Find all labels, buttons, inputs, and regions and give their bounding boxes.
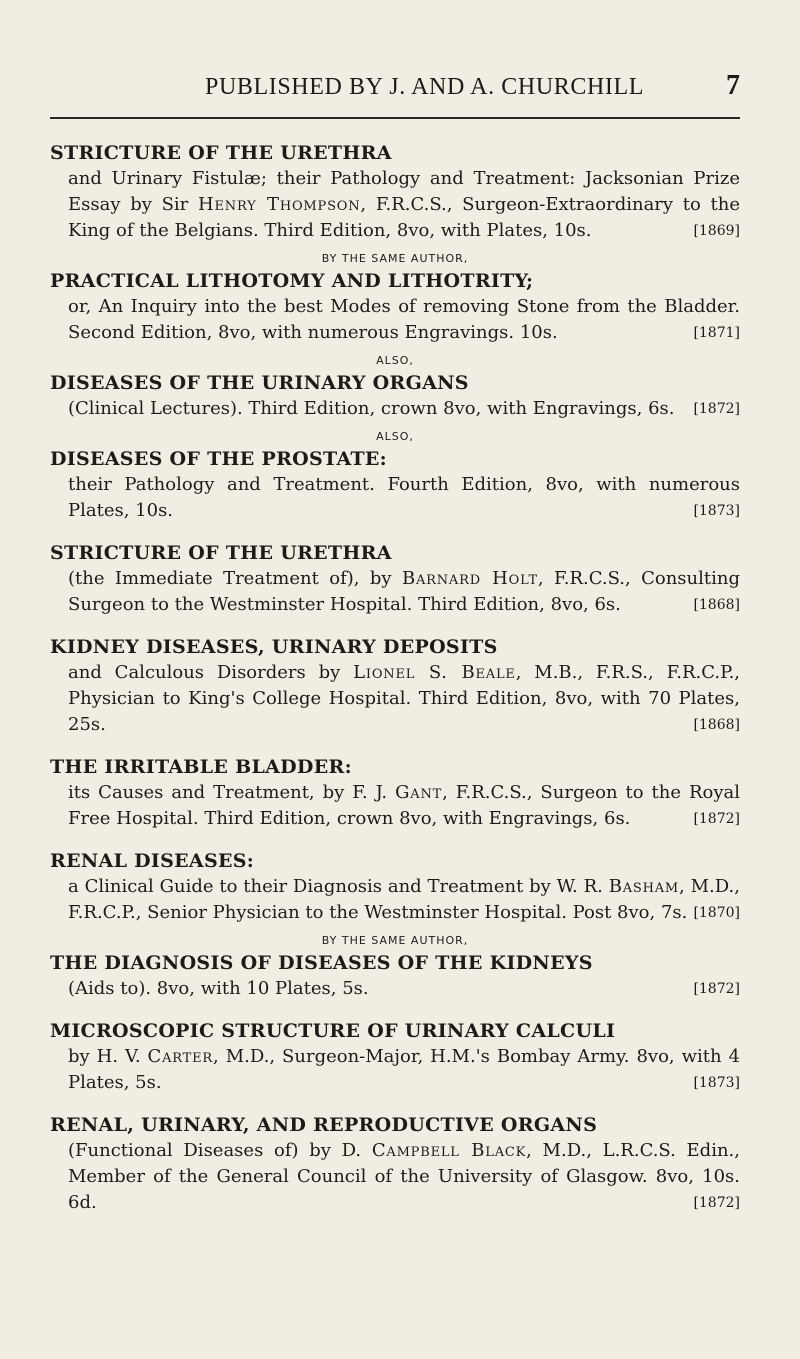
- entry-description: [50, 660, 740, 738]
- entry-title: RENAL DISEASES:: [50, 850, 255, 872]
- publication-year: [1872]: [693, 811, 740, 827]
- catalogue-entry: [50, 352, 740, 422]
- entry-title: THE IRRITABLE BLADDER:: [50, 756, 352, 778]
- catalogue-entry: [50, 540, 740, 618]
- running-title: PUBLISHED BY J. AND A. CHURCHILL: [205, 74, 645, 100]
- catalogue-list: [50, 140, 740, 1216]
- publication-year: [1868]: [693, 717, 740, 733]
- page-number: 7: [726, 70, 740, 101]
- same-author-note: ALSO,: [376, 354, 414, 367]
- description-text: (the Immediate Treatment of), by: [68, 568, 402, 589]
- description-text: , M.D., Surgeon-Major, H.M.'s Bombay Army. 8vo, with 4 Plates, 5s.: [68, 1046, 740, 1093]
- description-text: , M.B., F.R.S., F.R.C.P., Physician to King's College Hospital. Third Edition, 8vo, with 70 Plates, 25s.: [68, 662, 741, 735]
- entry-description: [50, 294, 740, 346]
- description-text: or, An Inquiry into the best Modes of removing Stone from the Bladder. Second Edition, 8vo, with numerous Engravings. 10s.: [68, 296, 740, 343]
- catalogue-entry: [50, 250, 740, 346]
- header-rule: [50, 117, 740, 119]
- description-text: (Clinical Lectures). Third Edition, crown 8vo, with Engravings, 6s.: [68, 398, 675, 419]
- entry-title: PRACTICAL LITHOTOMY AND LITHOTRITY;: [50, 270, 534, 292]
- same-author-note: BY THE SAME AUTHOR,: [321, 252, 469, 265]
- catalogue-entry: [50, 140, 740, 244]
- publication-year: [1870]: [693, 905, 740, 921]
- description-text: , F.R.C.S., Consulting Surgeon to the Westminster Hospital. Third Edition, 8vo, 6s.: [68, 568, 740, 615]
- running-head: [40, 70, 740, 114]
- description-text: its Causes and Treatment, by F. J.: [68, 782, 396, 803]
- catalogue-entry: [50, 634, 740, 738]
- description-text: , M.D., L.R.C.S. Edin., Member of the General Council of the University of Glasgow. 8vo, 10s. 6d.: [68, 1140, 740, 1213]
- entry-title: DISEASES OF THE URINARY ORGANS: [50, 372, 469, 394]
- entry-description: [50, 566, 740, 618]
- publication-year: [1873]: [693, 503, 740, 519]
- description-text: and Urinary Fistulæ; their Pathology and Treatment: Jacksonian Prize Essay by Sir: [68, 168, 740, 215]
- same-author-note: ALSO,: [376, 430, 414, 443]
- description-text: and Calculous Disorders by: [68, 662, 354, 683]
- entry-description: [50, 472, 740, 524]
- entry-description: [50, 780, 740, 832]
- catalogue-entry: [50, 932, 740, 1002]
- description-text: their Pathology and Treatment. Fourth Edition, 8vo, with numerous Plates, 10s.: [68, 474, 740, 521]
- description-text: (Functional Diseases of) by D.: [68, 1140, 372, 1161]
- catalogue-entry: [50, 1112, 740, 1216]
- author-name: Henry Thompson: [197, 194, 361, 215]
- author-name: Gant: [395, 782, 443, 803]
- publication-year: [1868]: [693, 597, 740, 613]
- catalogue-entry: [50, 1018, 740, 1096]
- publication-year: [1871]: [693, 325, 740, 341]
- publication-year: [1873]: [693, 1075, 740, 1091]
- description-text: , M.D., F.R.C.P., Senior Physician to the Westminster Hospital. Post 8vo, 7s.: [68, 876, 740, 923]
- catalogue-entry: [50, 754, 740, 832]
- publication-year: [1872]: [693, 401, 740, 417]
- author-name: Barnard Holt: [401, 568, 538, 589]
- author-name: Lionel S. Beale: [353, 662, 516, 683]
- entry-title: STRICTURE OF THE URETHRA: [50, 542, 392, 564]
- author-name: Carter: [147, 1046, 214, 1067]
- description-text: (Aids to). 8vo, with 10 Plates, 5s.: [68, 978, 369, 999]
- same-author-note: BY THE SAME AUTHOR,: [321, 934, 469, 947]
- description-text: a Clinical Guide to their Diagnosis and Treatment by W. R.: [68, 876, 609, 897]
- entry-description: [50, 1138, 740, 1216]
- author-name: Campbell Black: [371, 1140, 527, 1161]
- entry-description: [50, 1044, 740, 1096]
- catalogue-entry: [50, 848, 740, 926]
- publication-year: [1869]: [693, 223, 740, 239]
- entry-title: THE DIAGNOSIS OF DISEASES OF THE KIDNEYS: [50, 952, 593, 974]
- publication-year: [1872]: [693, 1195, 740, 1211]
- description-text: , F.R.C.S., Surgeon to the Royal Free Hospital. Third Edition, crown 8vo, with Engravings, 6s.: [68, 782, 741, 829]
- catalogue-entry: [50, 428, 740, 524]
- entry-title: DISEASES OF THE PROSTATE:: [50, 448, 387, 470]
- entry-title: STRICTURE OF THE URETHRA: [50, 142, 392, 164]
- entry-description: [50, 976, 740, 1002]
- publication-year: [1872]: [693, 981, 740, 997]
- author-name: Basham: [608, 876, 680, 897]
- entry-title: MICROSCOPIC STRUCTURE OF URINARY CALCULI: [50, 1020, 616, 1042]
- entry-title: RENAL, URINARY, AND REPRODUCTIVE ORGANS: [50, 1114, 598, 1136]
- entry-title: KIDNEY DISEASES, URINARY DEPOSITS: [50, 636, 498, 658]
- description-text: by H. V.: [68, 1046, 148, 1067]
- entry-description: [50, 166, 740, 244]
- entry-description: [50, 396, 740, 422]
- entry-description: [50, 874, 740, 926]
- description-text: , F.R.C.S., Surgeon-Extraordinary to the King of the Belgians. Third Edition, 8vo, with Plates, 10s.: [68, 194, 740, 241]
